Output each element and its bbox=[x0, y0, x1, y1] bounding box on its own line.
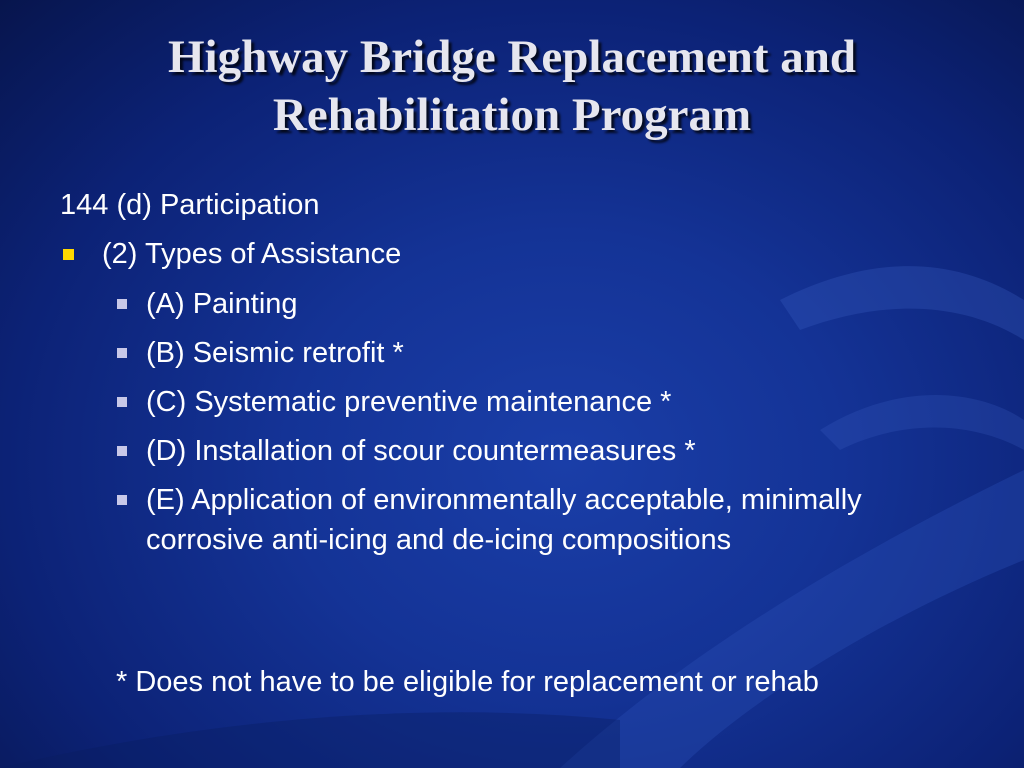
square-bullet-icon bbox=[117, 397, 127, 407]
level1-bullet-text: (2) Types of Assistance bbox=[102, 238, 402, 270]
list-item-text: (E) Application of environmentally acceptable, minimally corrosive anti-icing and de-icing compositions bbox=[146, 484, 862, 556]
list-item bbox=[115, 333, 935, 373]
assistance-list bbox=[115, 284, 935, 569]
list-item bbox=[115, 382, 935, 422]
square-bullet-icon bbox=[117, 446, 127, 456]
title-line-2: Rehabilitation Program bbox=[272, 89, 752, 141]
slide-title bbox=[40, 28, 984, 144]
title-line-1: Highway Bridge Replacement and bbox=[167, 31, 857, 83]
list-item-text: (D) Installation of scour countermeasures * bbox=[146, 435, 696, 467]
square-bullet-icon bbox=[117, 299, 127, 309]
list-item-text: (A) Painting bbox=[146, 288, 298, 320]
list-item bbox=[115, 480, 935, 560]
list-item bbox=[115, 284, 935, 324]
section-heading: 144 (d) Participation bbox=[60, 189, 320, 221]
square-bullet-icon bbox=[117, 495, 127, 505]
square-bullet-icon bbox=[117, 348, 127, 358]
list-item bbox=[115, 431, 935, 471]
list-item-text: (C) Systematic preventive maintenance * bbox=[146, 386, 672, 418]
level1-bullet-item bbox=[60, 236, 401, 272]
square-bullet-icon bbox=[63, 249, 74, 260]
footnote: * Does not have to be eligible for replacement or rehab bbox=[116, 666, 819, 698]
list-item-text: (B) Seismic retrofit * bbox=[146, 337, 404, 369]
